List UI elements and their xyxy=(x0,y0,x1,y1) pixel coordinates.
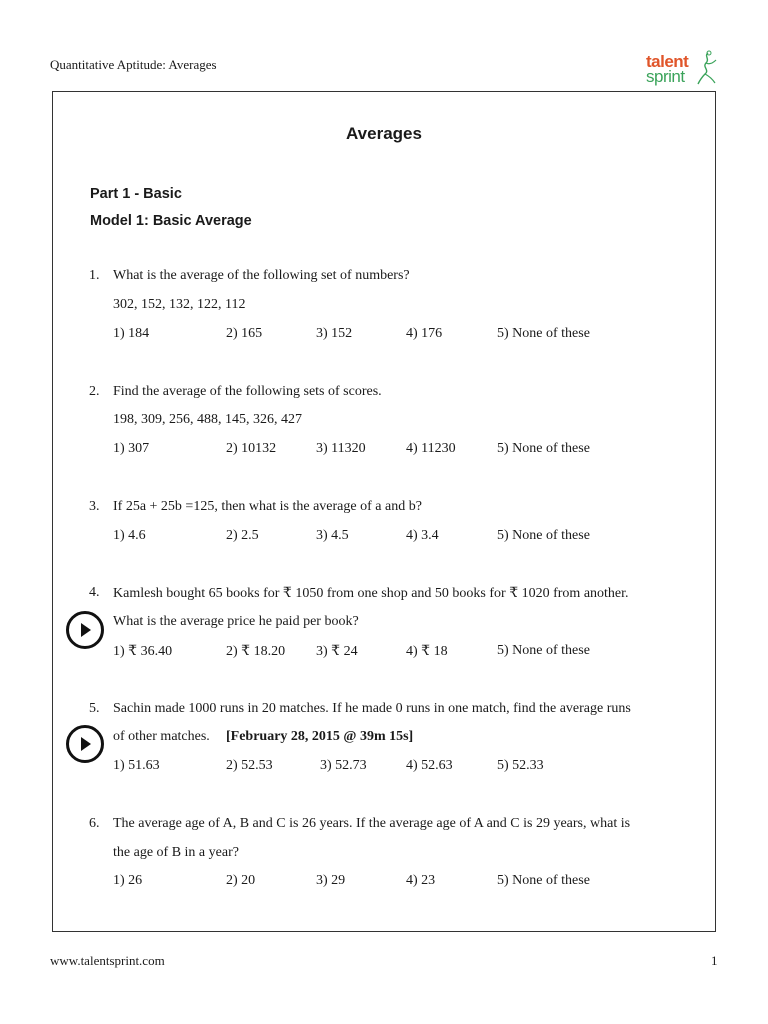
question-number: 1. xyxy=(89,268,100,283)
question-text: Sachin made 1000 runs in 20 matches. If he made 0 runs in one match, find the average runs xyxy=(113,701,631,716)
talentsprint-logo xyxy=(640,50,720,90)
option-5: 5) None of these xyxy=(497,528,590,543)
option-3: 3) ₹ 24 xyxy=(316,644,358,659)
option-2: 2) 52.53 xyxy=(226,758,273,773)
question-text-cont: of other matches. xyxy=(113,729,210,744)
option-2: 2) 2.5 xyxy=(226,528,259,543)
question-number: 5. xyxy=(89,701,100,716)
option-4: 4) 23 xyxy=(406,873,436,888)
option-1: 1) 26 xyxy=(113,873,143,888)
option-3: 3) 11320 xyxy=(316,441,366,456)
option-4: 4) 176 xyxy=(406,326,443,341)
option-4: 4) 3.4 xyxy=(406,528,439,543)
timestamp-note: [February 28, 2015 @ 39m 15s] xyxy=(226,729,414,744)
option-2: 2) ₹ 18.20 xyxy=(226,644,286,659)
option-5: 5) None of these xyxy=(497,873,590,888)
option-5: 5) None of these xyxy=(497,441,590,456)
option-1: 1) 4.6 xyxy=(113,528,146,543)
question-number: 4. xyxy=(89,585,100,600)
header-title: Quantitative Aptitude: Averages xyxy=(50,57,217,72)
option-5: 5) 52.33 xyxy=(497,758,544,773)
question-text: Kamlesh bought 65 books for ₹ 1050 from one shop and 50 books for ₹ 1020 from another. xyxy=(113,586,629,601)
option-1: 1) ₹ 36.40 xyxy=(113,644,173,659)
question-number: 2. xyxy=(89,384,100,399)
option-4: 4) 52.63 xyxy=(406,758,453,773)
option-3: 3) 4.5 xyxy=(316,528,349,543)
question-text: If 25a + 25b =125, then what is the average of a and b? xyxy=(113,499,422,514)
play-video-icon[interactable] xyxy=(65,610,105,650)
play-video-icon[interactable] xyxy=(65,724,105,764)
option-1: 1) 307 xyxy=(113,441,150,456)
option-2: 2) 165 xyxy=(226,326,263,341)
runner-icon xyxy=(696,50,718,86)
part-heading: Part 1 - Basic xyxy=(90,186,182,202)
option-4: 4) 11230 xyxy=(406,441,456,456)
logo-text-talent: talent xyxy=(646,52,689,71)
option-1: 1) 184 xyxy=(113,326,150,341)
question-text: What is the average of the following set of numbers? xyxy=(113,268,410,283)
model-heading: Model 1: Basic Average xyxy=(90,213,252,229)
option-5: 5) None of these xyxy=(497,326,590,341)
footer-link[interactable]: www.talentsprint.com xyxy=(50,953,165,968)
option-5: 5) None of these xyxy=(497,643,590,658)
page-title: Averages xyxy=(346,124,422,143)
question-text-cont: What is the average price he paid per book? xyxy=(113,614,359,629)
option-1: 1) 51.63 xyxy=(113,758,160,773)
question-number: 6. xyxy=(89,816,100,831)
question-number: 3. xyxy=(89,499,100,514)
question-numbers: 302, 152, 132, 122, 112 xyxy=(113,297,246,312)
question-text: The average age of A, B and C is 26 years. If the average age of A and C is 29 years, what is xyxy=(113,816,631,831)
question-text: Find the average of the following sets of scores. xyxy=(113,384,382,399)
option-3: 3) 152 xyxy=(316,326,353,341)
option-4: 4) ₹ 18 xyxy=(406,644,448,659)
logo-text-sprint: sprint xyxy=(646,67,685,86)
question-text-cont: the age of B in a year? xyxy=(113,845,239,860)
option-2: 2) 20 xyxy=(226,873,256,888)
page-number: 1 xyxy=(711,953,718,968)
option-3: 3) 52.73 xyxy=(320,758,367,773)
question-numbers: 198, 309, 256, 488, 145, 326, 427 xyxy=(113,412,302,427)
option-3: 3) 29 xyxy=(316,873,346,888)
option-2: 2) 10132 xyxy=(226,441,277,456)
